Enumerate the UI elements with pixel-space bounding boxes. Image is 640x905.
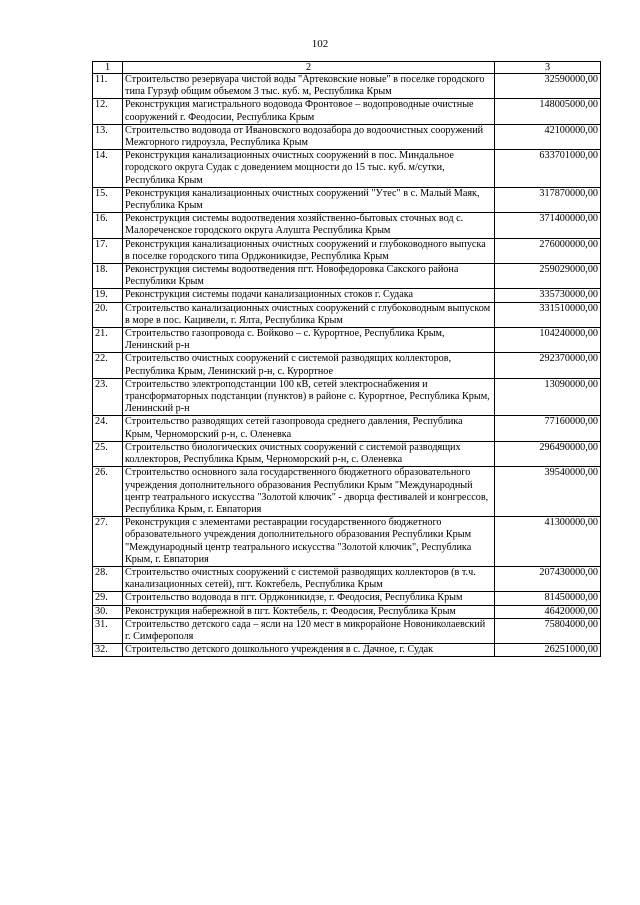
row-description: Реконструкция канализационных очистных сооружений в пос. Миндальное городского округа Судак с доведением мощности до 15 тыс. куб. м/сутки, Республика Крым [123, 150, 495, 188]
row-number: 19. [93, 289, 123, 302]
row-description: Строительство разводящих сетей газопровода среднего давления, Республика Крым, Черноморский р-н, с. Оленевка [123, 416, 495, 441]
row-description: Строительство водовода в пгт. Орджоникидзе, г. Феодосия, Республика Крым [123, 592, 495, 605]
row-amount: 75804000,00 [495, 618, 601, 643]
row-number: 30. [93, 605, 123, 618]
row-number: 20. [93, 302, 123, 327]
row-number: 28. [93, 566, 123, 591]
header-col-2: 2 [123, 62, 495, 74]
row-number: 26. [93, 467, 123, 517]
row-amount: 259029000,00 [495, 264, 601, 289]
row-description: Реконструкция с элементами реставрации государственного бюджетного образовательного учреждения дополнительного образования Республики Крым "Международный центр театрального искусства "Золотой ключик", Республика Крым, г. Евпатория [123, 517, 495, 567]
table-row [93, 99, 601, 124]
row-description: Реконструкция набережной в пгт. Коктебель, г. Феодосия, Республика Крым [123, 605, 495, 618]
header-col-3: 3 [495, 62, 601, 74]
row-number: 24. [93, 416, 123, 441]
table-row [93, 644, 601, 657]
row-amount: 633701000,00 [495, 150, 601, 188]
row-number: 23. [93, 378, 123, 416]
row-number: 11. [93, 74, 123, 99]
row-number: 32. [93, 644, 123, 657]
budget-table [92, 61, 601, 657]
row-number: 17. [93, 238, 123, 263]
table-row [93, 441, 601, 466]
row-description: Строительство детского дошкольного учреждения в с. Дачное, г. Судак [123, 644, 495, 657]
row-amount: 32590000,00 [495, 74, 601, 99]
table-header [93, 62, 601, 74]
row-description: Строительство газопровода с. Войково – с. Курортное, Республика Крым, Ленинский р-н [123, 328, 495, 353]
row-description: Строительство основного зала государственного бюджетного образовательного учреждения дополнительного образования Республики Крым "Международный центр театрального искусства "Золотой ключик" - дворца фестивалей и конгрессов, Республика Крым, г. Евпатория [123, 467, 495, 517]
row-description: Реконструкция системы водоотведения пгт. Новофедоровка Сакского района Республики Крым [123, 264, 495, 289]
table-row [93, 592, 601, 605]
row-description: Строительство биологических очистных сооружений с системой разводящих коллекторов, Республика Крым, Черноморский р-н, с. Оленевка [123, 441, 495, 466]
row-description: Реконструкция системы подачи канализационных стоков г. Судака [123, 289, 495, 302]
table-body [93, 74, 601, 657]
table-row [93, 289, 601, 302]
table-row [93, 618, 601, 643]
row-amount: 41300000,00 [495, 517, 601, 567]
row-amount: 331510000,00 [495, 302, 601, 327]
row-description: Строительство электроподстанции 100 кВ, сетей электроснабжения и трансформаторных подстанции (пунктов) в районе с. Курортное, Республика Крым, Ленинский р-н [123, 378, 495, 416]
table-row [93, 124, 601, 149]
row-number: 13. [93, 124, 123, 149]
row-amount: 81450000,00 [495, 592, 601, 605]
row-description: Строительство резервуара чистой воды "Артековские новые" в поселке городского типа Гурзуф общим объемом 3 тыс. куб. м, Республика Крым [123, 74, 495, 99]
row-description: Реконструкция канализационных очистных сооружений и глубоководного выпуска в поселке городского типа Орджоникидзе, Республика Крым [123, 238, 495, 263]
row-amount: 276000000,00 [495, 238, 601, 263]
row-amount: 46420000,00 [495, 605, 601, 618]
table-row [93, 74, 601, 99]
table-row [93, 378, 601, 416]
table-row [93, 605, 601, 618]
table-row [93, 353, 601, 378]
row-amount: 42100000,00 [495, 124, 601, 149]
table-row [93, 467, 601, 517]
row-amount: 296490000,00 [495, 441, 601, 466]
header-col-1: 1 [93, 62, 123, 74]
row-description: Реконструкция системы водоотведения хозяйственно-бытовых сточных вод с. Малореченское городского округа Алушта Республика Крым [123, 213, 495, 238]
table-row [93, 416, 601, 441]
row-description: Реконструкция магистрального водовода Фронтовое – водопроводные очистные сооружений г. Феодосии, Республика Крым [123, 99, 495, 124]
row-description: Строительство детского сада – ясли на 120 мест в микрорайоне Новониколаевский г. Симферополя [123, 618, 495, 643]
row-amount: 317870000,00 [495, 187, 601, 212]
row-number: 27. [93, 517, 123, 567]
row-number: 12. [93, 99, 123, 124]
row-number: 15. [93, 187, 123, 212]
row-number: 29. [93, 592, 123, 605]
row-number: 16. [93, 213, 123, 238]
row-amount: 207430000,00 [495, 566, 601, 591]
row-description: Строительство очистных сооружений с системой разводящих коллекторов, Республика Крым, Ленинский р-н, с. Курортное [123, 353, 495, 378]
table-row [93, 150, 601, 188]
row-description: Реконструкция канализационных очистных сооружений "Утес" в с. Малый Маяк, Республика Крым [123, 187, 495, 212]
row-number: 22. [93, 353, 123, 378]
row-amount: 13090000,00 [495, 378, 601, 416]
row-amount: 39540000,00 [495, 467, 601, 517]
row-amount: 371400000,00 [495, 213, 601, 238]
row-number: 31. [93, 618, 123, 643]
table-row [93, 238, 601, 263]
table-row [93, 187, 601, 212]
row-description: Строительство водовода от Ивановского водозабора до водоочистных сооружений Межгорного гидроузла, Республика Крым [123, 124, 495, 149]
header-row [93, 62, 601, 74]
row-number: 18. [93, 264, 123, 289]
row-number: 14. [93, 150, 123, 188]
table-row [93, 302, 601, 327]
page-number: 102 [311, 38, 329, 50]
row-amount: 26251000,00 [495, 644, 601, 657]
row-number: 21. [93, 328, 123, 353]
row-description: Строительство очистных сооружений с системой разводящих коллекторов (в т.ч. канализационных сетей), пгт. Коктебель, Республика Крым [123, 566, 495, 591]
row-amount: 104240000,00 [495, 328, 601, 353]
table-row [93, 517, 601, 567]
row-number: 25. [93, 441, 123, 466]
table-row [93, 566, 601, 591]
table-row [93, 264, 601, 289]
row-amount: 77160000,00 [495, 416, 601, 441]
table-row [93, 328, 601, 353]
row-amount: 292370000,00 [495, 353, 601, 378]
row-amount: 335730000,00 [495, 289, 601, 302]
table-row [93, 213, 601, 238]
row-description: Строительство канализационных очистных сооружений с глубоководным выпуском в море в пос. Кацивели, г. Ялта, Республика Крым [123, 302, 495, 327]
row-amount: 148005000,00 [495, 99, 601, 124]
